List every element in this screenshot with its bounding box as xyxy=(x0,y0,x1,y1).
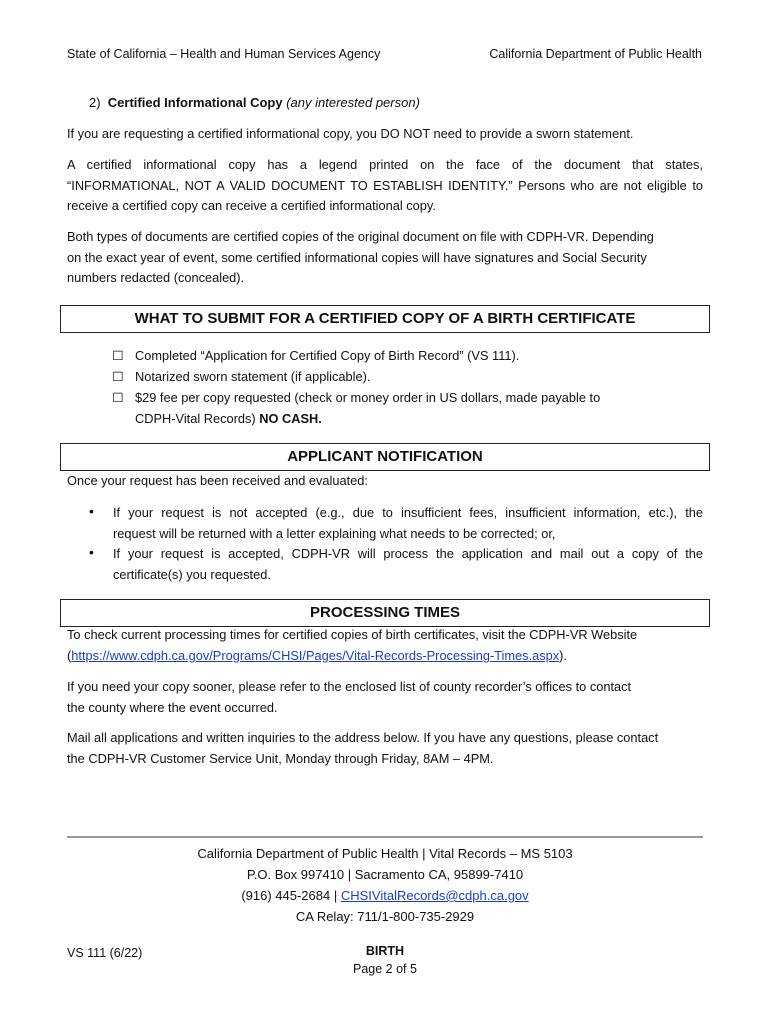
footer-line-2: P.O. Box 997410 | Sacramento CA, 95899-7410 xyxy=(246,867,524,882)
paragraph-legend xyxy=(67,155,703,217)
section-number: 2) xyxy=(89,95,101,110)
notification-intro: Once your request has been received and evaluated: xyxy=(67,473,368,488)
processing-heading: PROCESSING TIMES xyxy=(60,599,710,627)
paren-open: ( xyxy=(67,647,72,663)
fee-payable: CDPH-Vital Records) xyxy=(135,411,256,426)
footer-phone: (916) 445-2684 xyxy=(241,888,331,903)
processing-line-2 xyxy=(67,646,703,667)
processing-website xyxy=(67,625,703,666)
record-type: BIRTH xyxy=(365,944,405,958)
paragraph-sooner xyxy=(67,677,703,718)
fee-line-1: $29 fee per copy requested (check or money order in US dollars, made payable to xyxy=(135,390,601,405)
both-types-line-2: on the exact year of event, some certified informational copies will have signatures and Social Security xyxy=(67,249,647,265)
processing-times-link[interactable]: https://www.cdph.ca.gov/Programs/CHSI/Pages/Vital-Records-Processing-Times.aspx xyxy=(71,647,560,663)
mail-line-1: Mail all applications and written inquiries to the address below. If you have any questions, please contact xyxy=(67,730,659,745)
page-number: Page 2 of 5 xyxy=(353,962,417,976)
notification-accepted xyxy=(113,544,703,585)
not-accepted-line-1: If your request is not accepted (e.g., due to insufficient fees, insufficient information, etc.), the xyxy=(113,505,703,520)
mail-line-2: the CDPH-VR Customer Service Unit, Monday through Friday, 8AM – 4PM. xyxy=(67,750,494,766)
paragraph-no-sworn: If you are requesting a certified informational copy, you DO NOT need to provide a sworn statement. xyxy=(67,126,634,141)
fee-line-2 xyxy=(135,408,695,429)
accepted-line-2: certificate(s) you requested. xyxy=(113,566,271,582)
no-cash: NO CASH. xyxy=(259,411,322,426)
form-number: VS 111 (6/22) xyxy=(67,946,143,960)
bullet-icon: • xyxy=(89,503,94,519)
section-title-text: Certified Informational Copy xyxy=(107,95,283,110)
sooner-line-1: If you need your copy sooner, please refer to the enclosed list of county recorder’s offices to contact xyxy=(67,679,632,694)
paragraph-mail xyxy=(67,728,703,769)
legend-line-1: A certified informational copy has a legend printed on the face of the document that states, xyxy=(67,157,703,172)
header-agency: State of California – Health and Human Services Agency xyxy=(67,47,381,61)
bullet-icon: • xyxy=(89,544,94,560)
both-types-line-3: numbers redacted (concealed). xyxy=(67,270,245,285)
footer-email-link[interactable]: CHSIVitalRecords@cdph.ca.gov xyxy=(340,888,529,903)
submit-item-sworn-statement: Notarized sworn statement (if applicable). xyxy=(135,369,371,384)
footer-line-1: California Department of Public Health | Vital Records – MS 5103 xyxy=(197,846,573,861)
checkbox-icon: ☐ xyxy=(112,348,124,363)
footer-line-4: CA Relay: 711/1-800-735-2929 xyxy=(295,909,475,924)
footer-address xyxy=(0,843,770,927)
legend-line-3: receive a certified copy can receive a certified informational copy. xyxy=(67,198,436,213)
checkbox-icon: ☐ xyxy=(112,369,124,384)
checkbox-icon: ☐ xyxy=(112,390,124,405)
processing-line-1: To check current processing times for certified copies of birth certificates, visit the CDPH-VR Website xyxy=(67,627,638,642)
submit-item-fee xyxy=(135,387,695,429)
legend-line-2: “INFORMATIONAL, NOT A VALID DOCUMENT TO ESTABLISH IDENTITY.” Persons who are not eligible to xyxy=(67,177,703,193)
both-types-line-1: Both types of documents are certified copies of the original document on file with CDPH-VR. Depending xyxy=(67,229,654,244)
footer-separator: | xyxy=(330,888,341,903)
section-subtitle: (any interested person) xyxy=(286,95,420,110)
header-department: California Department of Public Health xyxy=(489,47,702,61)
not-accepted-line-2: request will be returned with a letter explaining what needs to be corrected; or, xyxy=(113,525,556,541)
paren-close: ). xyxy=(559,647,567,663)
paragraph-both-types xyxy=(67,227,703,289)
notification-heading: APPLICANT NOTIFICATION xyxy=(60,443,710,471)
accepted-line-1: If your request is accepted, CDPH-VR will process the application and mail out a copy of the xyxy=(113,546,703,561)
sooner-line-2: the county where the event occurred. xyxy=(67,699,278,715)
submit-heading: WHAT TO SUBMIT FOR A CERTIFIED COPY OF A BIRTH CERTIFICATE xyxy=(60,305,710,333)
notification-not-accepted xyxy=(113,503,703,544)
footer-divider xyxy=(67,836,703,838)
footer-line-3 xyxy=(0,885,770,906)
section-title xyxy=(89,95,420,110)
submit-item-application: Completed “Application for Certified Copy of Birth Record” (VS 111). xyxy=(135,348,520,363)
